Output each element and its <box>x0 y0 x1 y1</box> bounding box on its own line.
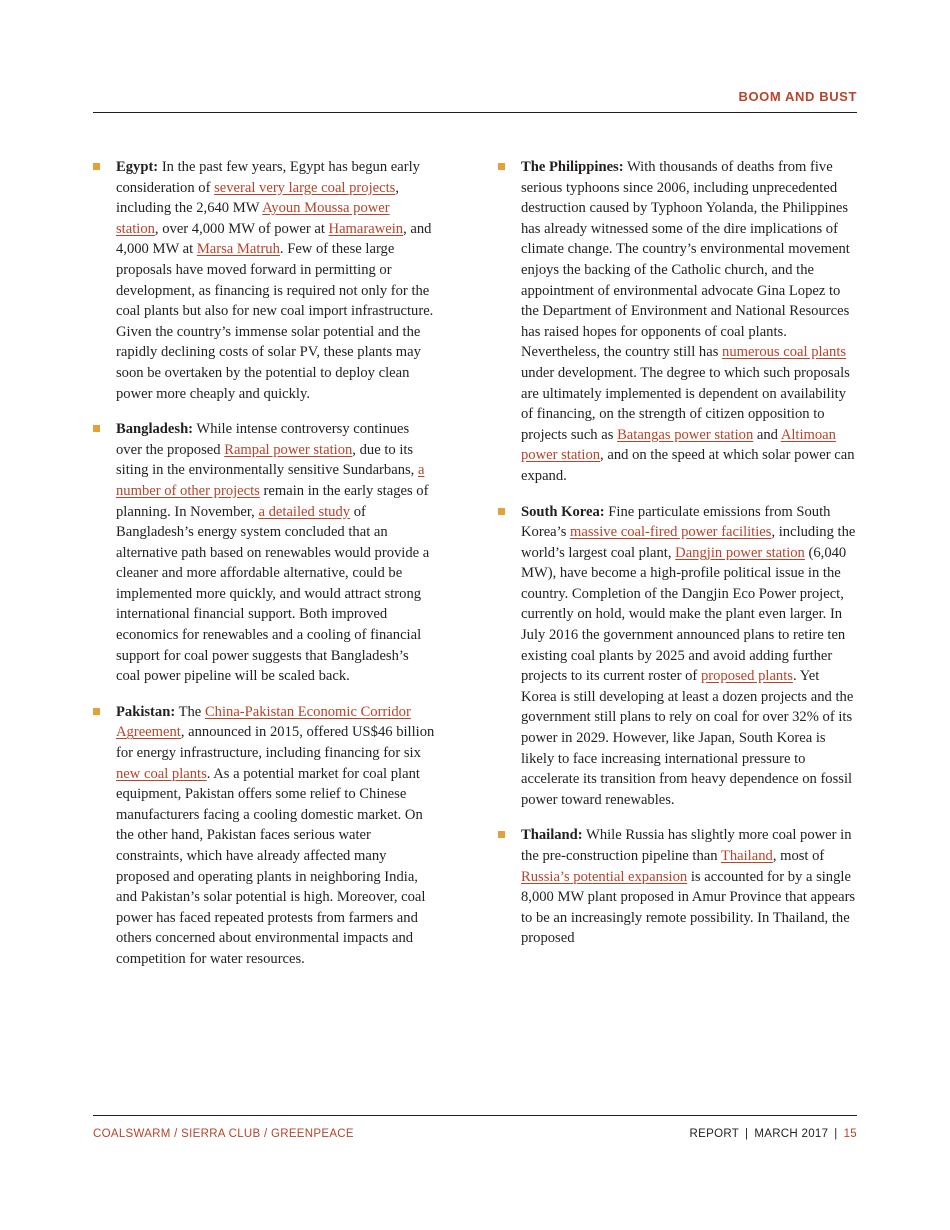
link-marsa-matruh[interactable]: Marsa Matruh <box>196 241 280 258</box>
country-label: Egypt: <box>116 159 159 175</box>
link-numerous-coal-plants[interactable]: numerous coal plants <box>722 344 847 361</box>
bullet-item-pakistan <box>93 702 435 970</box>
bullet-square-icon <box>93 163 100 170</box>
bullet-item-egypt <box>93 157 435 404</box>
link-detailed-study[interactable]: a detailed study <box>258 503 351 520</box>
bullet-square-icon <box>498 831 505 838</box>
link-proposed-plants[interactable]: proposed plants <box>700 668 793 685</box>
paragraph-pakistan: Pakistan: The China-Pakistan Economic Corridor Agreement, announced in 2015, offered US$46 billion for energy infrastructure, including financing for six new coal plants. As a potential market for coal plant equipment, Pakistan offers some relief to Chinese manufacturers facing a cooling domestic market. On the other hand, Pakistan faces serious water constraints, which have already affected many proposed and operating plants in neighboring India, and Pakistan’s solar potential is high. Moreover, coal power has faced repeated protests from farmers and others concerned about environmental impacts and competition for water resources. <box>116 703 435 967</box>
link-ayoun-moussa[interactable]: Ayoun Moussa power station <box>116 200 390 237</box>
paragraph-south-korea: South Korea: Fine particulate emissions from South Korea’s massive coal-fired power facilities, including the world’s largest coal plant, Dangjin power station (6,040 MW), have become a high-profile political issue in the country. Completion of the Dangjin Eco Power project, currently on hold, would make the plant even larger. In July 2016 the government announced plans to retire ten existing coal plants by 2025 and avoid adding further projects to its current roster of proposed plants. Yet Korea is still developing at least a dozen projects and the government still plans to rely on coal for over 32% of its power in 2029. However, like Japan, South Korea is likely to face increasing international pressure to accelerate its transition from heavy dependence on fossil power toward renewables. <box>521 503 856 808</box>
link-egypt-coal-projects[interactable]: several very large coal projects <box>214 179 396 196</box>
bullet-square-icon <box>93 425 100 432</box>
footer-report-label: REPORT <box>689 1128 740 1140</box>
footer-report-info <box>690 1128 857 1140</box>
bullet-square-icon <box>93 708 100 715</box>
link-rampal[interactable]: Rampal power station <box>224 441 353 458</box>
link-cpec-agreement[interactable]: China-Pakistan Economic Corridor Agreement <box>116 703 411 741</box>
footer-date: MARCH 2017 <box>754 1128 829 1140</box>
right-column <box>498 157 858 964</box>
link-other-projects[interactable]: a number of other projects <box>116 462 425 499</box>
country-label: The Philippines: <box>521 159 624 175</box>
footer-separator: | <box>834 1128 838 1140</box>
bullet-item-thailand <box>498 825 858 949</box>
header-divider <box>93 112 857 113</box>
link-thailand[interactable]: Thailand <box>720 848 773 864</box>
link-dangjin[interactable]: Dangjin power station <box>675 544 805 561</box>
link-massive-coal-facilities[interactable]: massive coal-fired power facilities <box>570 524 772 541</box>
bullet-square-icon <box>498 508 505 515</box>
country-label: Pakistan: <box>116 703 176 720</box>
footer-separator: | <box>745 1128 749 1140</box>
bullet-square-icon <box>498 163 505 170</box>
country-label: Thailand: <box>521 827 583 844</box>
footer-divider <box>93 1115 857 1116</box>
link-new-coal-plants[interactable]: new coal plants <box>116 765 207 782</box>
country-label: Bangladesh: <box>116 421 194 438</box>
left-column <box>93 157 435 985</box>
paragraph-philippines: The Philippines: With thousands of deaths from five serious typhoons since 2006, including unprecedented destruction caused by Typhoon Yolanda, the Philippines has already witnessed some of the dire implications of climate change. The country’s environmental movement enjoys the backing of the Catholic church, and the appointment of environmental advocate Gina Lopez to the Department of Environment and National Resources has raised hopes for opponents of coal plants. Nevertheless, the country still has numerous coal plants under development. The degree to which such proposals are ultimately implemented is dependent on availability of financing, on the strength of citizen opposition to projects such as Batangas power station and Altimoan power station, and on the speed at which solar power can expand. <box>521 159 855 484</box>
paragraph-egypt: Egypt: In the past few years, Egypt has begun early consideration of several very large coal projects, including the 2,640 MW Ayoun Moussa power station, over 4,000 MW of power at Hamarawein, and 4,000 MW at Marsa Matruh. Few of these large proposals have moved forward in permitting or development, as financing is required not only for the coal plants but also for new coal import infrastructure. Given the country’s immense solar potential and the rapidly declining costs of solar PV, these plants may soon be overtaken by the potential to deploy clean power more cheaply and quickly. <box>116 159 434 402</box>
page-section-title: BOOM AND BUST <box>738 89 857 104</box>
country-label: South Korea: <box>521 503 605 520</box>
link-hamarawein[interactable]: Hamarawein <box>328 220 404 237</box>
link-altimoan[interactable]: Altimoan power station <box>521 426 836 464</box>
bullet-item-philippines <box>498 157 858 487</box>
link-russia-expansion[interactable]: Russia’s potential expansion <box>521 868 688 885</box>
bullet-item-bangladesh <box>93 419 435 687</box>
footer-publishers: COALSWARM / SIERRA CLUB / GREENPEACE <box>93 1128 354 1140</box>
bullet-item-south-korea <box>498 502 858 811</box>
paragraph-thailand: Thailand: While Russia has slightly more coal power in the pre-construction pipeline than Thailand, most of Russia’s potential expansion is accounted for by a single 8,000 MW plant proposed in Amur Province that appears to be an increasingly remote possibility. In Thailand, the proposed <box>521 827 856 947</box>
link-batangas[interactable]: Batangas power station <box>617 426 754 443</box>
paragraph-bangladesh: Bangladesh: While intense controversy continues over the proposed Rampal power station, due to its siting in the environmentally sensitive Sundarbans, a number of other projects remain in the early stages of planning. In November, a detailed study of Bangladesh’s energy system concluded that an alternative path based on renewables would provide a cleaner and more affordable alternative, could be implemented more quickly, and would attract strong international financial support. Both improved economics for renewables and a cooling of financial support for coal power suggests that Bangladesh’s coal power pipeline will be scaled back. <box>116 421 430 685</box>
page-number: 15 <box>843 1128 857 1140</box>
